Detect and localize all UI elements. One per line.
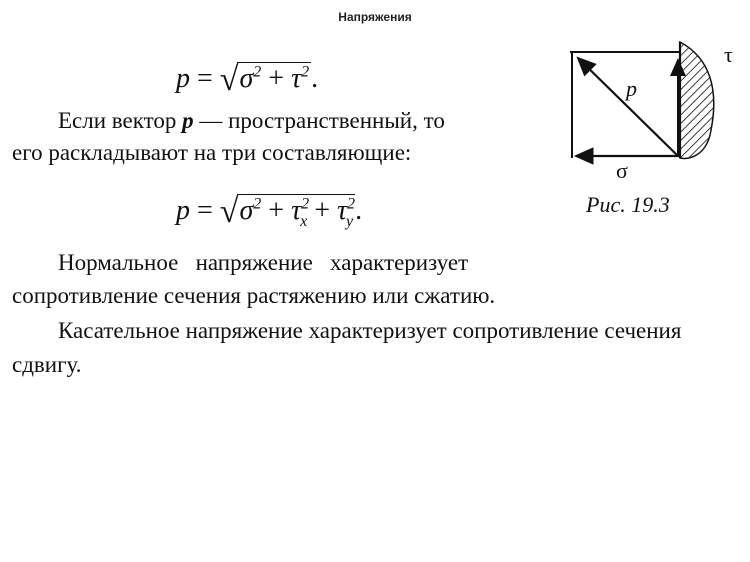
paragraph-line (12, 140, 411, 166)
subscript: x (300, 212, 308, 230)
formula-end: . (355, 195, 363, 226)
formula-equals: = (197, 63, 213, 94)
formula-resultant-stress (176, 58, 318, 96)
text-span: сопротивление сечения растяжению или сжатию. (12, 283, 496, 308)
hatched-section (680, 42, 714, 158)
formula-lhs: p (176, 63, 190, 94)
exponent: 2 (301, 195, 310, 213)
paragraph-spatial-vector (58, 108, 445, 134)
sigma-symbol: σ (239, 195, 254, 226)
vector-symbol: p (182, 108, 194, 133)
plus-sign: + (268, 195, 285, 226)
exponent: 2 (347, 195, 356, 213)
formula-lhs: p (176, 195, 190, 226)
tau-symbol: τ (291, 195, 302, 226)
exponent: 2 (253, 195, 262, 213)
paragraph-line (12, 283, 495, 309)
exponent: 2 (253, 63, 262, 81)
tau-label: τ (724, 42, 733, 67)
formula-equals: = (197, 195, 213, 226)
subscript: y (346, 212, 354, 230)
paragraph-line (12, 352, 81, 378)
page-title: Напряжения (338, 10, 412, 24)
paragraph-shear-stress (58, 318, 681, 344)
tau-symbol: τ (291, 63, 302, 94)
p-label: p (626, 76, 637, 101)
formula-end: . (311, 63, 319, 94)
sqrt-sign: √ (219, 61, 239, 98)
plus-sign: + (314, 195, 331, 226)
plus-sign: + (268, 63, 285, 94)
radicand (237, 62, 311, 95)
radicand (237, 194, 355, 231)
sigma-label: σ (616, 158, 628, 183)
text-span: Если вектор (58, 108, 183, 133)
exponent: 2 (301, 63, 310, 81)
text-span: его раскладывают на три составляющие: (12, 140, 412, 165)
sqrt-sign: √ (219, 193, 239, 230)
text-span: Касательное напряжение характеризует сопротивление сечения (58, 318, 682, 343)
paragraph-normal-stress (58, 250, 468, 276)
text-span: — пространственный, то (193, 108, 445, 133)
text-span: Нормальное напряжение характеризует (58, 250, 469, 275)
formula-spatial-stress (176, 190, 362, 231)
sigma-symbol: σ (239, 63, 254, 94)
text-span: сдвигу. (12, 352, 82, 377)
tau-symbol: τ (337, 195, 348, 226)
p-arrow (578, 58, 678, 156)
figure-caption: Рис. 19.3 (586, 192, 670, 217)
